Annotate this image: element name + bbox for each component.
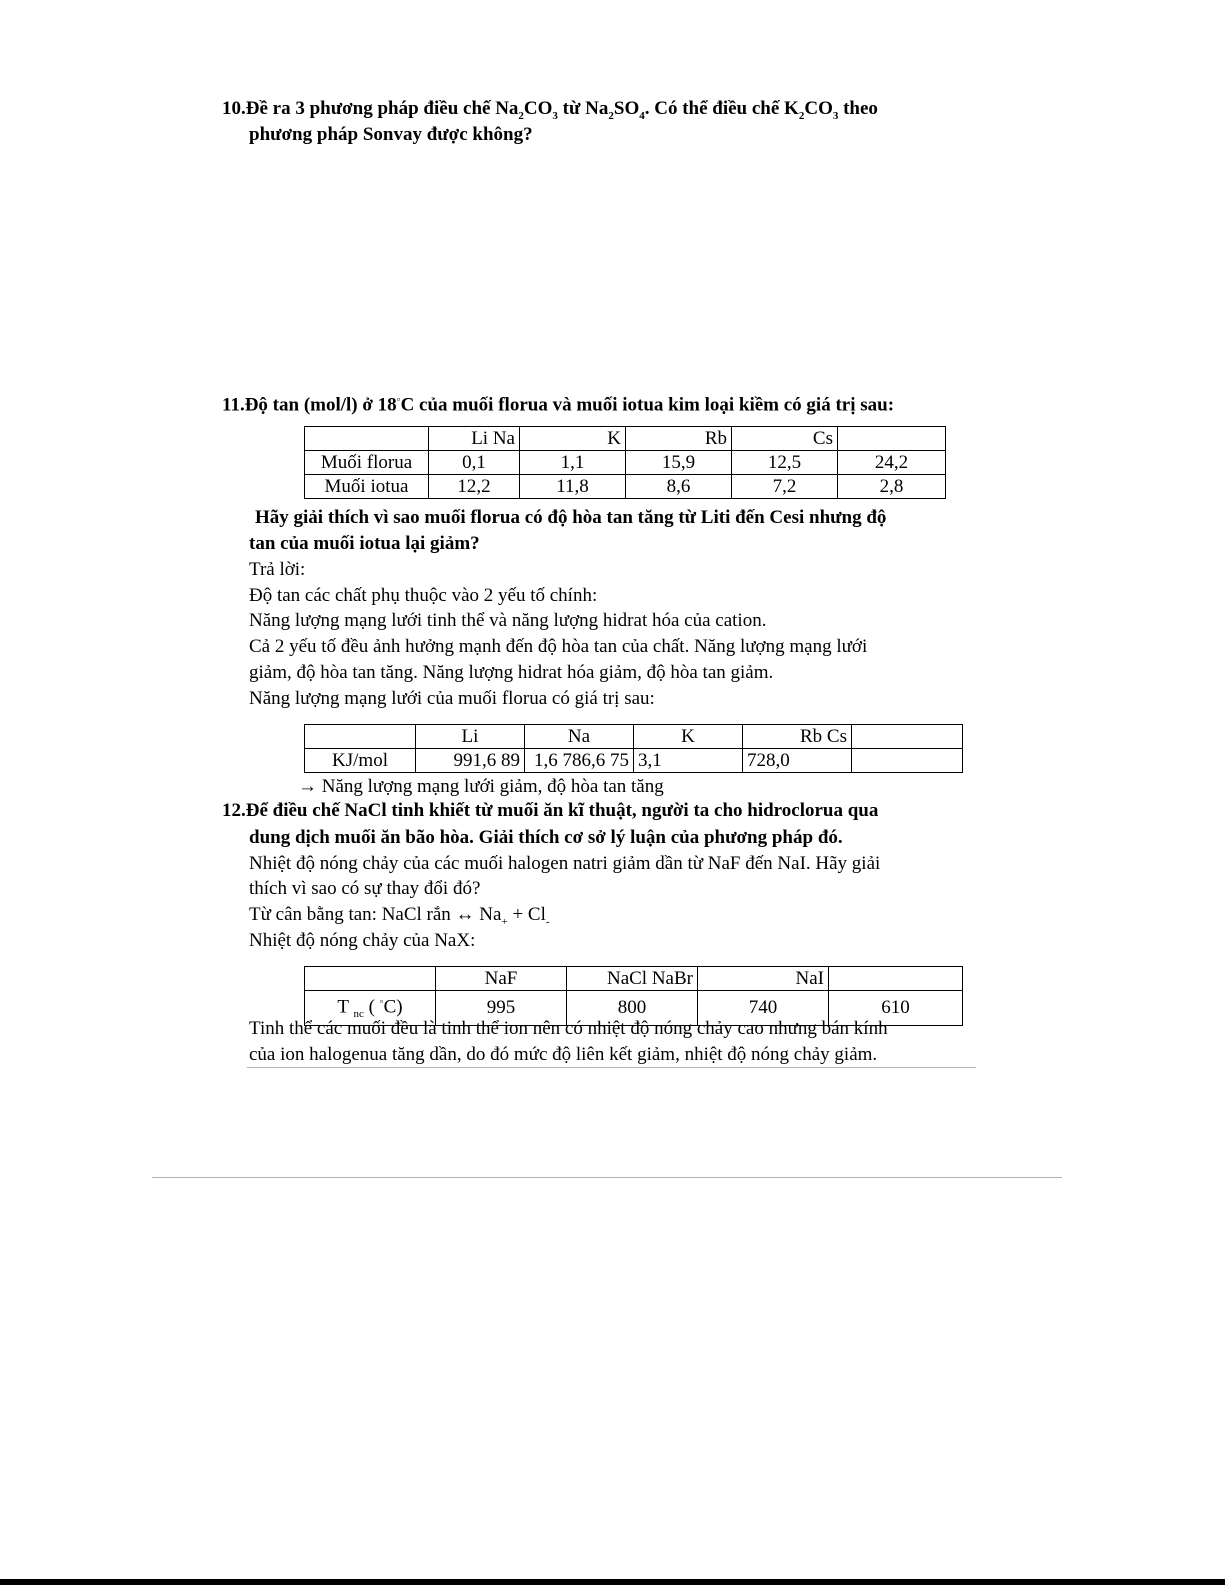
table-cell: Rb Cs [743, 725, 852, 749]
section-underline [247, 1067, 976, 1068]
table-cell [305, 725, 416, 749]
table-cell: 8,6 [626, 475, 732, 499]
table-cell: Rb [626, 427, 732, 451]
question-11-prompt-line2: tan của muối iotua lại giảm? [249, 533, 480, 554]
question-12-text-line4: Tinh thể các muối đều là tinh thể ion nên có nhiệt độ nóng chảy cao nhưng bán kính [249, 1018, 888, 1039]
table-cell: 2,8 [838, 475, 946, 499]
table-cell: NaI [698, 967, 829, 991]
table-cell: 728,0 [743, 749, 852, 773]
answer-line-1: Trả lời: [249, 559, 306, 580]
dissolution-equation: Từ cân bằng tan: NaCl rắn ↔ $Na_+ + Cl_-$ [249, 904, 550, 928]
bottom-edge-bar [0, 1579, 1225, 1585]
table-cell: 740 [698, 991, 829, 1026]
answer-line-3: Năng lượng mạng lưới tinh thể và năng lượng hidrat hóa của cation. [249, 610, 767, 631]
table-cell: 1,6 786,6 75 [525, 749, 634, 773]
table-cell: K [520, 427, 626, 451]
question-10-line1: 10.Đề ra 3 phương pháp điều chế $Na_2CO_3$ từ $Na_2SO_4$. Có thể điều chế $K_2CO_3$ theo [222, 98, 878, 122]
table-cell [305, 967, 436, 991]
question-12-text-line1: Nhiệt độ nóng chảy của các muối halogen natri giảm dần từ NaF đến NaI. Hãy giải [249, 853, 881, 874]
table-cell: K [634, 725, 743, 749]
solubility-table [304, 426, 946, 499]
table-cell: Muối iotua [305, 475, 429, 499]
table-cell: 12,2 [429, 475, 520, 499]
table-cell: Na [525, 725, 634, 749]
table-cell: Cs [732, 427, 838, 451]
table-cell: 1,1 [520, 451, 626, 475]
table-cell: 24,2 [838, 451, 946, 475]
question-12-title-line2: dung dịch muối ăn bão hòa. Giải thích cơ sở lý luận của phương pháp đó. [249, 827, 843, 848]
answer-line-4: Cả 2 yếu tố đều ảnh hưởng mạnh đến độ hòa tan của chất. Năng lượng mạng lưới [249, 636, 868, 657]
table-cell: 610 [829, 991, 963, 1026]
lattice-energy-table [304, 724, 963, 773]
question-12-text-line3: Nhiệt độ nóng chảy của NaX: [249, 930, 476, 951]
answer-line-2: Độ tan các chất phụ thuộc vào 2 yếu tố chính: [249, 585, 598, 606]
table-row [305, 451, 946, 475]
answer-line-5: giảm, độ hòa tan tăng. Năng lượng hidrat hóa giảm, độ hòa tan giảm. [249, 662, 774, 683]
question-12-text-line5: của ion halogenua tăng dần, do đó mức độ liên kết giảm, nhiệt độ nóng chảy giảm. [249, 1044, 878, 1065]
table-cell [852, 749, 963, 773]
table-cell: 11,8 [520, 475, 626, 499]
table-cell: NaCl NaBr [567, 967, 698, 991]
table-row [305, 967, 963, 991]
table-cell: NaF [436, 967, 567, 991]
table-row [305, 749, 963, 773]
table-row [305, 725, 963, 749]
table-cell [838, 427, 946, 451]
table-cell: 991,6 89 [416, 749, 525, 773]
table-cell [305, 427, 429, 451]
question-12-title-line1: 12.Để điều chế NaCl tinh khiết từ muối ăn kĩ thuật, người ta cho hidroclorua qua [222, 800, 879, 821]
question-11-prompt-line1: Hãy giải thích vì sao muối florua có độ hòa tan tăng từ Liti đến Cesi nhưng độ [255, 507, 887, 528]
question-10-line2: phương pháp Sonvay được không? [249, 124, 533, 145]
table-cell: 15,9 [626, 451, 732, 475]
table-cell: 800 [567, 991, 698, 1026]
table-cell: 12,5 [732, 451, 838, 475]
table-row [305, 427, 946, 451]
table-cell [852, 725, 963, 749]
question-12-text-line2: thích vì sao có sự thay đổi đó? [249, 878, 481, 899]
table-cell: 0,1 [429, 451, 520, 475]
question-11-title: 11.Độ tan (mol/l) ở 18◦C của muối florua và muối iotua kim loại kiềm có giá trị sau: [222, 394, 895, 416]
table-cell: Li [416, 725, 525, 749]
table-row [305, 475, 946, 499]
table-cell [829, 967, 963, 991]
table-cell: Muối florua [305, 451, 429, 475]
answer-line-6: Năng lượng mạng lưới của muối florua có giá trị sau: [249, 688, 655, 709]
table-cell: 3,1 [634, 749, 743, 773]
table-cell: KJ/mol [305, 749, 416, 773]
table-cell: Li Na [429, 427, 520, 451]
table-cell: T $_{nc}$ ( ◦C) [305, 991, 436, 1026]
table-cell: 995 [436, 991, 567, 1026]
lattice-conclusion: → Năng lượng mạng lưới giảm, độ hòa tan tăng [298, 776, 664, 797]
page-divider [152, 1177, 1062, 1178]
table-cell: 7,2 [732, 475, 838, 499]
